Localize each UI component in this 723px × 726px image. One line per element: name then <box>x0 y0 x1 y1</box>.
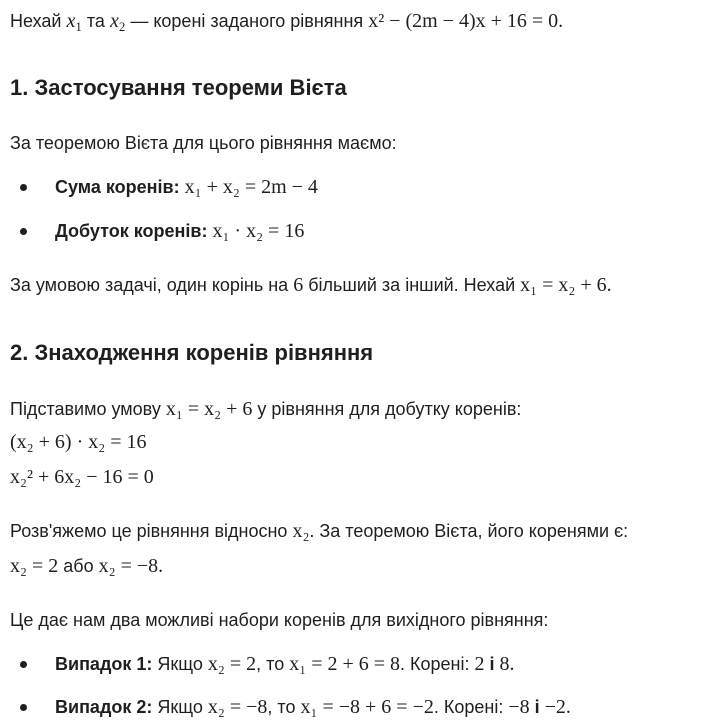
list-item <box>55 218 304 244</box>
text: , то <box>256 654 290 674</box>
text: Підставимо умову <box>10 399 166 419</box>
bullet-icon <box>20 228 27 235</box>
math-formula: x₁ + x₂ = 2m − 4 <box>184 176 318 198</box>
math-number: −8 <box>508 696 530 718</box>
text: або <box>58 556 99 576</box>
section1-lead: За теоремою Вієта для цього рівняння маємо: <box>10 133 397 153</box>
text: і <box>484 654 500 674</box>
text: Розв'яжемо це рівняння відносно <box>10 521 293 541</box>
item-label: Добуток коренів: <box>55 221 208 241</box>
text: і <box>529 697 545 717</box>
list-item <box>55 651 515 677</box>
math-formula: x₂ = −8 <box>207 696 268 718</box>
item-label: Сума коренів: <box>55 177 180 197</box>
math-x2: $x_2$ <box>109 10 126 34</box>
math-number: 2 <box>474 653 485 675</box>
text: , то <box>267 697 301 717</box>
math-equation: x² − (2m − 4)x + 16 = 0. <box>368 10 564 32</box>
section-heading-2: 2. Знаходження коренів рівняння <box>10 340 374 365</box>
list-item <box>55 174 318 200</box>
math-formula: x₁ = x₂ + 6. <box>520 274 612 296</box>
condition-paragraph <box>10 272 612 298</box>
item-label: Випадок 1: <box>55 654 153 674</box>
text: більший за інший. Нехай <box>303 275 521 295</box>
section2-lead <box>10 396 521 422</box>
intro-text: Нехай <box>10 11 67 31</box>
math-formula: x₁ = x₂ + 6 <box>165 398 253 420</box>
text: . Корені: <box>433 697 509 717</box>
bullet-icon <box>20 661 27 668</box>
text: . Корені: <box>400 654 475 674</box>
math-formula: x₁ · x₂ = 16 <box>212 220 305 242</box>
intro-text: та <box>81 11 110 31</box>
math-formula: x₂ = 2 <box>207 653 257 675</box>
bullet-icon <box>20 704 27 711</box>
math-formula: x₂ = −8. <box>98 555 164 577</box>
item-label: Випадок 2: <box>55 697 153 717</box>
text: Якщо <box>152 697 208 717</box>
solve-paragraph <box>10 518 628 544</box>
bullet-icon <box>20 184 27 191</box>
section-heading-1: 1. Застосування теореми Вієта <box>10 75 347 100</box>
text: . За теоремою Вієта, його коренями є: <box>309 521 629 541</box>
math-number: 8. <box>499 653 515 675</box>
text: Якщо <box>152 654 208 674</box>
sets-lead: Це дає нам два можливі набори коренів для вихідного рівняння: <box>10 610 549 630</box>
text: у рівняння для добутку коренів: <box>252 399 522 419</box>
list-item <box>55 694 571 720</box>
math-formula: x₂ = 2 <box>10 555 59 577</box>
equation-2: x₂² + 6x₂ − 16 = 0 <box>10 466 154 488</box>
roots-line <box>10 553 163 579</box>
intro-text: — корені заданого рівняння <box>125 11 369 31</box>
intro-paragraph <box>10 8 563 34</box>
math-number: −2. <box>544 696 571 718</box>
equation-1: (x₂ + 6) · x₂ = 16 <box>10 431 147 453</box>
math-formula: x₁ = −8 + 6 = −2 <box>300 696 434 718</box>
math-formula: x₁ = 2 + 6 = 8 <box>289 653 401 675</box>
math-x1: $x_1$ <box>66 10 82 34</box>
math-number: 6 <box>293 274 304 296</box>
math-var: x₂ <box>292 520 310 542</box>
text: За умовою задачі, один корінь на <box>10 275 294 295</box>
